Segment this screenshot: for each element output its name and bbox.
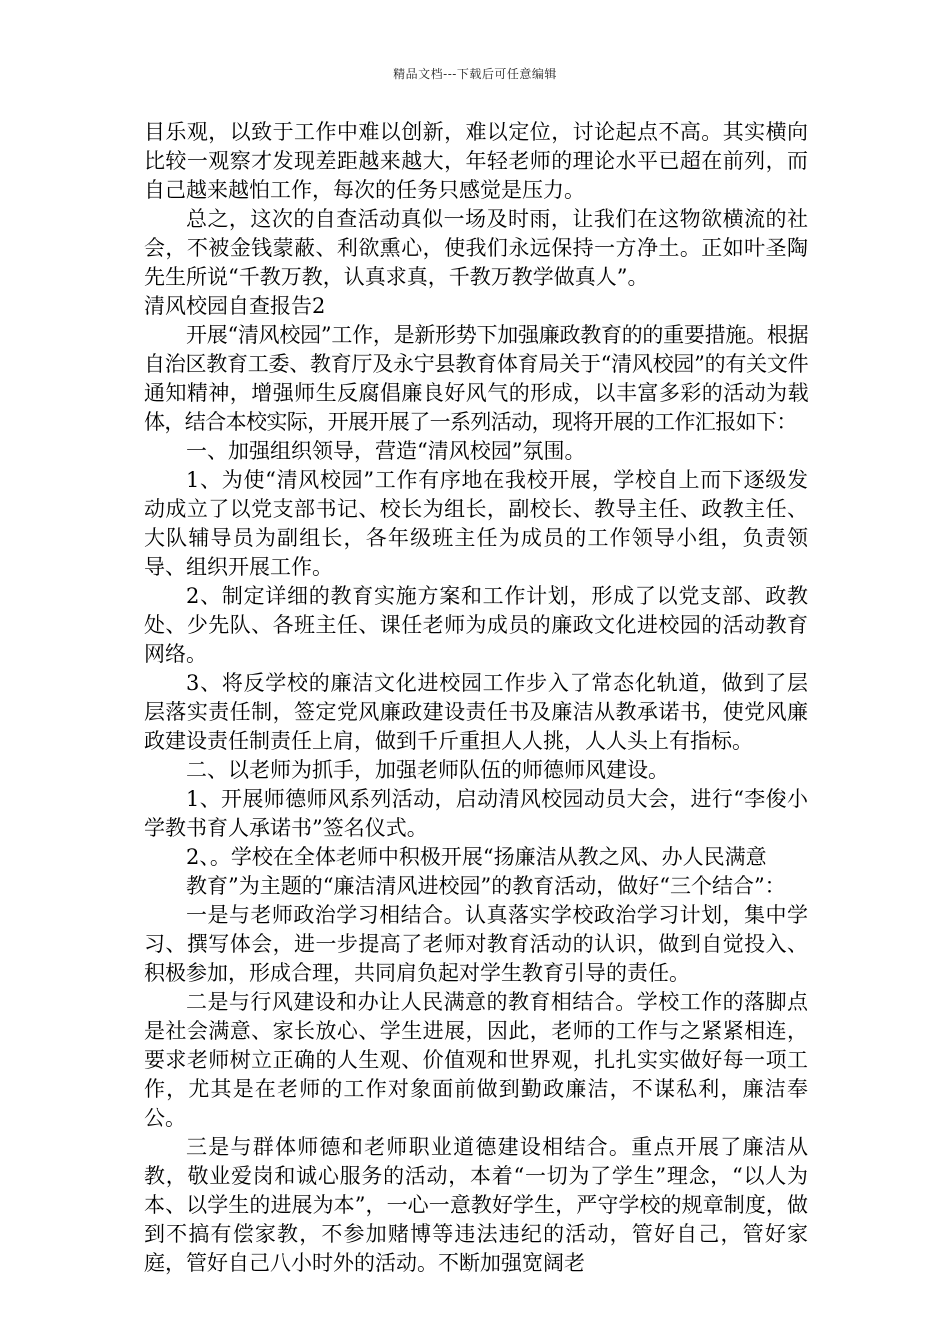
paragraph-2-2: 2、。学校在全体老师中积极开展“扬廉洁从教之风、办人民满意 [186,845,767,869]
document-body [144,118,808,1278]
paragraph-2-1: 1、开展师德师风系列活动，启动清风校园动员大会，进行“李俊小学教书育人承诺书”签名仪式。 [144,787,808,840]
section-title: 清风校园自查报告2 [144,294,326,318]
paragraph-2: 总之，这次的自查活动真似一场及时雨，让我们在这物欲横流的社会，不被金钱蒙蔽、利欲熏心，使我们永远保持一方净土。正如叶圣陶先生所说“千教万教，认真求真，千教万教学做真人”。 [144,207,808,289]
paragraph-intro: 开展“清风校园”工作，是新形势下加强廉政教育的的重要措施。根据自治区教育工委、教育厅及永宁县教育体育局关于“清风校园”的有关文件通知精神，增强师生反腐倡廉良好风气的形成，以丰富多彩的活动为载体，结合本校实际，开展开展了一系列活动，现将开展的工作汇报如下： [144,323,808,434]
paragraph-combo-3: 三是与群体师德和老师职业道德建设相结合。重点开展了廉洁从教，敬业爱岗和诚心服务的活动，本着“一切为了学生”理念，“以人为本、以学生的进展为本”，一心一意教好学生，严守学校的规章制度，做到不搞有偿家教，不参加赌博等违法违纪的活动，管好自己，管好家庭，管好自己八小时外的活动。不断加强宽阔老 [144,1135,808,1275]
paragraph-1-2: 2、制定详细的教育实施方案和工作计划，形成了以党支部、政教处、少先队、各班主任、课任老师为成员的廉政文化进校园的活动教育网络。 [144,584,808,666]
heading-one: 一、加强组织领导，营造“清风校园”氛围。 [186,439,586,463]
heading-two: 二、以老师为抓手，加强老师队伍的师德师风建设。 [186,758,669,782]
paragraph-1: 目乐观，以致于工作中难以创新，难以定位，讨论起点不高。其实横向比较一观察才发现差距越来越大，年轻老师的理论水平已超在前列，而自己越来越怕工作，每次的任务只感觉是压力。 [144,120,808,202]
page-header: 精品文档---下载后可任意编辑 [393,67,557,81]
paragraph-1-3: 3、将反学校的廉洁文化进校园工作步入了常态化轨道，做到了层层落实责任制，签定党风廉政建设责任书及廉洁从教承诺书，使党风廉政建设责任制责任上肩，做到千斤重担人人挑，人人头上有指标。 [144,671,808,753]
paragraph-2-2-cont: 教育”为主题的“廉洁清风进校园”的教育活动，做好“三个结合”： [186,874,786,898]
paragraph-1-1: 1、为使“清风校园”工作有序地在我校开展，学校自上而下逐级发动成立了以党支部书记、校长为组长，副校长、教导主任、政教主任、大队辅导员为副组长，各年级班主任为成员的工作领导小组，负责领导、组织开展工作。 [144,468,808,579]
paragraph-combo-2: 二是与行风建设和办让人民满意的教育相结合。学校工作的落脚点是社会满意、家长放心、学生进展，因此，老师的工作与之紧紧相连，要求老师树立正确的人生观、价值观和世界观，扎扎实实做好每一项工作，尤其是在老师的工作对象面前做到勤政廉洁，不谋私利，廉洁奉公。 [144,990,808,1130]
paragraph-combo-1: 一是与老师政治学习相结合。认真落实学校政治学习计划，集中学习、撰写体会，进一步提高了老师对教育活动的认识，做到自觉投入、积极参加，形成合理，共同肩负起对学生教育引导的责任。 [144,903,808,985]
